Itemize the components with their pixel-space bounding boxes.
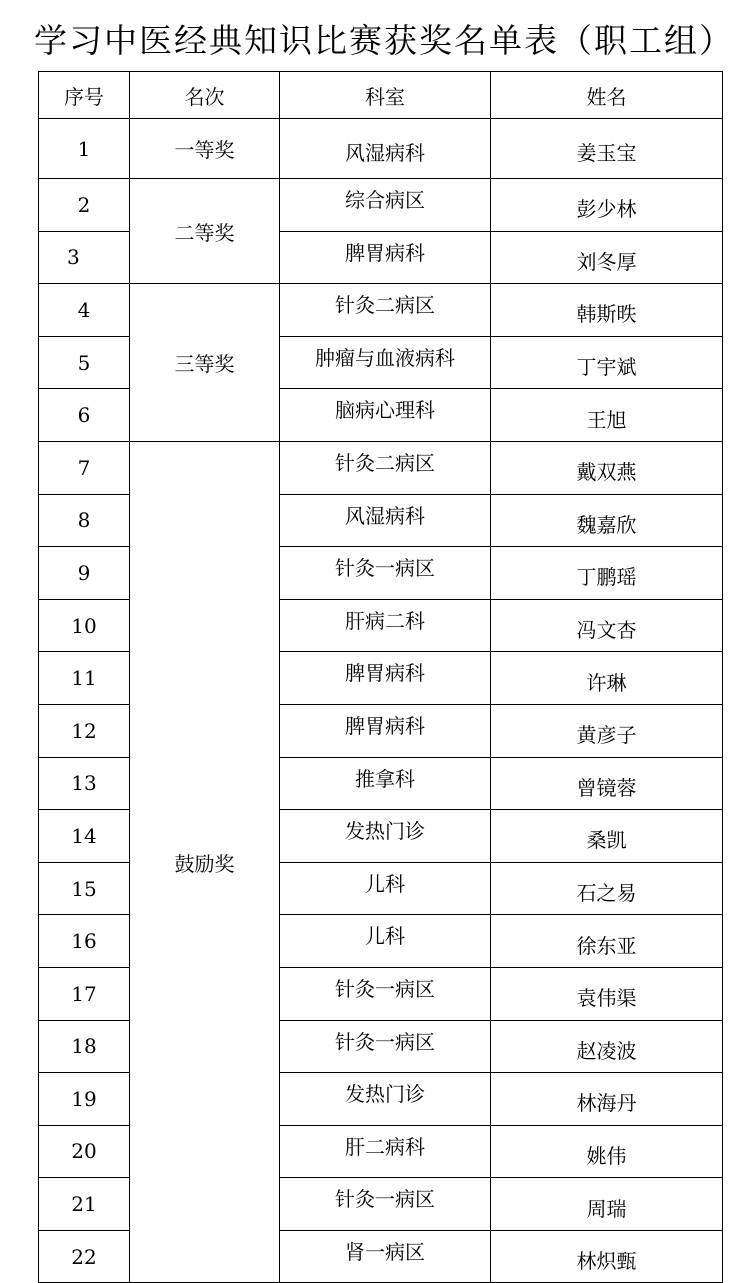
name-cell: 冯文杏	[491, 599, 723, 652]
seq-cell: 5	[39, 336, 130, 389]
seq-cell: 17	[39, 967, 130, 1020]
name-cell: 丁鹏瑶	[491, 547, 723, 600]
column-header-name: 姓名	[491, 72, 723, 119]
dept-cell: 脑病心理科	[280, 389, 491, 442]
dept-cell: 脾胃病科	[280, 704, 491, 757]
name-cell: 袁伟渠	[491, 967, 723, 1020]
seq-cell: 18	[39, 1020, 130, 1073]
name-cell: 桑凯	[491, 810, 723, 863]
seq-cell: 12	[39, 704, 130, 757]
seq-cell: 2	[39, 179, 130, 232]
dept-cell: 肝二病科	[280, 1125, 491, 1178]
seq-cell: 1	[39, 119, 130, 179]
seq-cell: 13	[39, 757, 130, 810]
name-cell: 王旭	[491, 389, 723, 442]
seq-cell: 8	[39, 494, 130, 547]
seq-cell: 9	[39, 547, 130, 600]
name-cell: 刘冬厚	[491, 231, 723, 284]
page-title: 学习中医经典知识比赛获奖名单表（职工组）	[34, 21, 734, 60]
dept-cell: 脾胃病科	[280, 652, 491, 705]
dept-cell: 肾一病区	[280, 1230, 491, 1283]
dept-cell: 针灸一病区	[280, 1020, 491, 1073]
name-cell: 彭少林	[491, 179, 723, 232]
table-row	[39, 179, 723, 232]
seq-cell: 21	[39, 1178, 130, 1231]
dept-cell: 推拿科	[280, 757, 491, 810]
dept-cell: 脾胃病科	[280, 231, 491, 284]
table-row	[39, 441, 723, 494]
name-cell: 黄彦子	[491, 704, 723, 757]
seq-cell: 14	[39, 810, 130, 863]
dept-cell: 儿科	[280, 915, 491, 968]
seq-cell: 15	[39, 862, 130, 915]
seq-cell: 16	[39, 915, 130, 968]
dept-cell: 针灸二病区	[280, 284, 491, 337]
dept-cell: 肝病二科	[280, 599, 491, 652]
table-row	[39, 119, 723, 179]
name-cell: 许琳	[491, 652, 723, 705]
name-cell: 徐东亚	[491, 915, 723, 968]
dept-cell: 风湿病科	[280, 494, 491, 547]
name-cell: 姚伟	[491, 1125, 723, 1178]
dept-cell: 发热门诊	[280, 1073, 491, 1126]
award-table	[38, 71, 723, 1283]
dept-cell: 儿科	[280, 862, 491, 915]
column-header-rank: 名次	[130, 72, 280, 119]
seq-cell: 7	[39, 441, 130, 494]
name-cell: 丁宇斌	[491, 336, 723, 389]
column-header-seq: 序号	[39, 72, 130, 119]
dept-cell: 针灸一病区	[280, 967, 491, 1020]
seq-cell: 11	[39, 652, 130, 705]
seq-cell: 20	[39, 1125, 130, 1178]
table-header-row	[39, 72, 723, 119]
name-cell: 曾镜蓉	[491, 757, 723, 810]
rank-cell-encourage: 鼓励奖	[130, 441, 280, 1283]
name-cell: 姜玉宝	[491, 119, 723, 179]
seq-cell: 19	[39, 1073, 130, 1126]
dept-cell: 针灸一病区	[280, 1178, 491, 1231]
rank-cell-third: 三等奖	[130, 284, 280, 442]
rank-cell-first: 一等奖	[130, 119, 280, 179]
name-cell: 魏嘉欣	[491, 494, 723, 547]
name-cell: 林炽甄	[491, 1230, 723, 1283]
seq-cell: 4	[39, 284, 130, 337]
seq-cell: 22	[39, 1230, 130, 1283]
column-header-dept: 科室	[280, 72, 491, 119]
rank-cell-second: 二等奖	[130, 179, 280, 284]
name-cell: 石之易	[491, 862, 723, 915]
name-cell: 林海丹	[491, 1073, 723, 1126]
seq-cell: 3	[39, 231, 130, 284]
dept-cell: 综合病区	[280, 179, 491, 232]
name-cell: 赵凌波	[491, 1020, 723, 1073]
name-cell: 周瑞	[491, 1178, 723, 1231]
name-cell: 戴双燕	[491, 441, 723, 494]
seq-cell: 10	[39, 599, 130, 652]
dept-cell: 肿瘤与血液病科	[280, 336, 491, 389]
dept-cell: 针灸二病区	[280, 441, 491, 494]
name-cell: 韩斯昳	[491, 284, 723, 337]
dept-cell: 针灸一病区	[280, 547, 491, 600]
dept-cell: 风湿病科	[280, 119, 491, 179]
dept-cell: 发热门诊	[280, 810, 491, 863]
table-row	[39, 284, 723, 337]
seq-cell: 6	[39, 389, 130, 442]
